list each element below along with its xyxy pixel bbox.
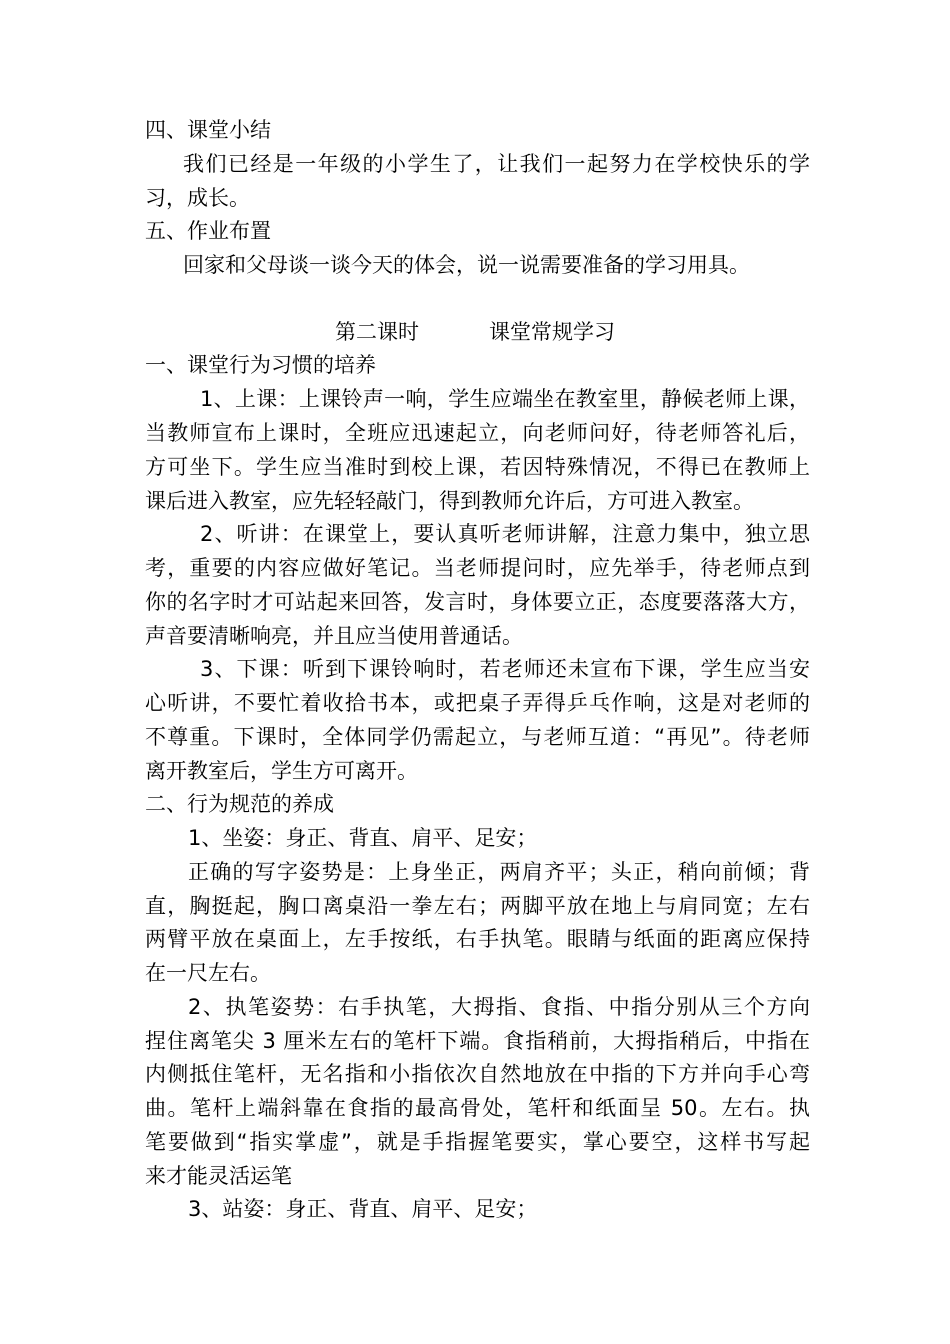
paragraph-line: 正确的写字姿势是：上身坐正，两肩齐平；头正，稍向前倾；背 bbox=[188, 860, 810, 884]
paragraph-line: 方可坐下。学生应当准时到校上课，若因特殊情况，不得已在教师上 bbox=[145, 455, 810, 479]
paragraph-line: 来才能灵活运笔 bbox=[145, 1164, 292, 1188]
lesson-title bbox=[0, 315, 950, 349]
paragraph-line: 1、坐姿：身正、背直、肩平、足安； bbox=[188, 826, 538, 850]
section-heading: 五、作业布置 bbox=[145, 219, 271, 243]
paragraph-line: 两臂平放在桌面上，左手按纸，右手执笔。眼睛与纸面的距离应保持 bbox=[145, 927, 810, 951]
paragraph-line: 曲。笔杆上端斜靠在食指的最高骨处，笔杆和纸面呈 50。左右。执 bbox=[145, 1096, 810, 1120]
paragraph-line: 习，成长。 bbox=[145, 186, 250, 210]
paragraph-line: 1、上课：上课铃声一响，学生应端坐在教室里，静候老师上课， bbox=[200, 387, 810, 411]
paragraph-line: 我们已经是一年级的小学生了，让我们一起努力在学校快乐的学 bbox=[183, 152, 810, 176]
lesson-title-right: 课堂常规学习 bbox=[489, 320, 615, 344]
lesson-title-left: 第二课时 bbox=[335, 320, 419, 344]
paragraph-line: 内侧抵住笔杆，无名指和小指依次自然地放在中指的下方并向手心弯 bbox=[145, 1062, 810, 1086]
paragraph-line: 3、下课：听到下课铃响时，若老师还未宣布下课，学生应当安 bbox=[200, 657, 810, 681]
paragraph-line: 3、站姿：身正、背直、肩平、足安； bbox=[188, 1197, 538, 1221]
paragraph-line: 直，胸挺起，胸口离桌沿一拳左右；两脚平放在地上与肩同宽；左右 bbox=[145, 894, 810, 918]
paragraph-line: 当教师宣布上课时，全班应迅速起立，向老师问好，待老师答礼后， bbox=[145, 421, 810, 445]
paragraph-line: 捏住离笔尖 3 厘米左右的笔杆下端。食指稍前，大拇指稍后，中指在 bbox=[145, 1029, 810, 1053]
paragraph-line: 考，重要的内容应做好笔记。当老师提问时，应先举手，待老师点到 bbox=[145, 556, 810, 580]
paragraph-line: 不尊重。下课时，全体同学仍需起立，与老师互道：“再见”。待老师 bbox=[145, 725, 810, 749]
paragraph-line: 在一尺左右。 bbox=[145, 961, 271, 985]
paragraph-line: 你的名字时才可站起来回答，发言时，身体要立正，态度要落落大方， bbox=[145, 590, 810, 614]
section-heading: 四、课堂小结 bbox=[145, 118, 271, 142]
paragraph-line: 心听讲，不要忙着收拾书本，或把桌子弄得乒乓作响，这是对老师的 bbox=[145, 691, 810, 715]
paragraph-line: 声音要清晰响亮，并且应当使用普通话。 bbox=[145, 624, 523, 648]
paragraph-line: 2、执笔姿势：右手执笔，大拇指、食指、中指分别从三个方向 bbox=[188, 995, 810, 1019]
paragraph-line: 离开教室后，学生方可离开。 bbox=[145, 759, 418, 783]
paragraph-line: 2、听讲：在课堂上，要认真听老师讲解，注意力集中，独立思 bbox=[200, 522, 810, 546]
paragraph-line: 课后进入教室，应先轻轻敲门，得到教师允许后，方可进入教室。 bbox=[145, 489, 754, 513]
paragraph-line: 回家和父母谈一谈今天的体会，说一说需要准备的学习用具。 bbox=[183, 253, 750, 277]
section-heading: 一、课堂行为习惯的培养 bbox=[145, 353, 376, 377]
section-heading: 二、行为规范的养成 bbox=[145, 792, 334, 816]
paragraph-line: 笔要做到“指实掌虚”，就是手指握笔要实，掌心要空，这样书写起 bbox=[145, 1130, 810, 1154]
